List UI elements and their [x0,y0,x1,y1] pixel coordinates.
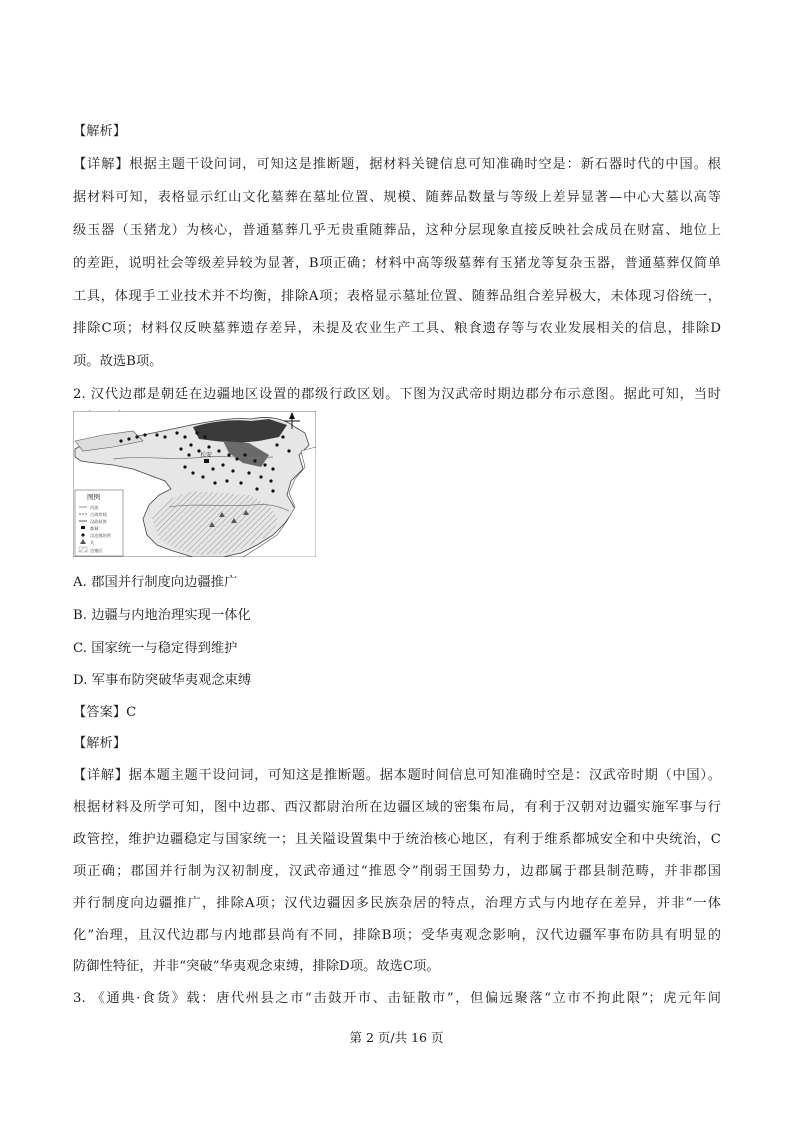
detail-line: 【详解】根据主题干设问词，可知这是推断题，据材料关键信息可知准确时空是：新石器时代的中国。根 [73,157,721,172]
capital-label: 长安 [200,452,213,459]
capital-marker [204,459,209,463]
legend-item: 汉政权界 [90,519,107,524]
detail-line: 政管控，维护边疆稳定与国家统一；且关隘设置集中于统治核心地区，有利于维系都城安全和中央统治，C [73,832,721,847]
detail-line: 项。故选B项。 [73,354,163,369]
detail-line: 排除C项；材料仅反映墓葬遗存差异，未提及农业生产工具、粮食遗存等与农业发展相关的信息，排除D [73,321,721,336]
detail-line: 【详解】据本题主题干设问词，可知这是推断题。据本题时间信息可知准确时空是：汉武帝时期（中国）。 [73,768,721,783]
detail-line: 项正确；郡国并行制为汉初制度，汉武帝通过“推恩令”削弱王国势力，边郡属于郡县制范畴，并非郡国 [73,864,721,879]
answer-value: C [126,705,137,720]
legend-item: 汉边郡治所 [90,533,111,538]
detail-line: 据材料可知，表格显示红山文化墓葬在墓址位置、规模、随葬品数量与等级上差异显著—中心大墓以高等 [73,190,721,205]
detail-line: 级玉器（玉猪龙）为核心，普通墓葬几乎无贵重随葬品，这种分层现象直接反映社会成员在财富、地位上 [73,223,721,238]
option-c: C. 国家统一与稳定得到维护 [73,641,238,656]
legend-item: 都城 [90,526,99,531]
legend-title: 图例 [87,493,100,501]
detail-line: 防御性特征，并非“突破”华夷观念束缚，排除D项。故选C项。 [73,959,440,974]
option-d: D. 军事布防突破华夷观念束缚 [73,673,252,688]
map-svg [73,411,316,557]
answer-tag: 【答案】 [73,705,127,720]
detail-line: 的差距，说明社会等级差异较为显著，B项正确；材料中高等级墓葬有玉猪龙等复杂玉器，普通墓葬仅简单 [73,256,721,271]
page-number: 第 2 页/共 16 页 [349,1030,444,1045]
answer-line [73,703,721,723]
map-legend [75,490,123,556]
detail-line: 化”治理，且汉代边郡与内地郡县尚有不同，排除B项；受华夷观念影响，汉代边疆军事布防具有明显的 [73,928,721,943]
question-stem: 3. 《通典·食货》载：唐代州县之市“击鼓开市、击钲散市”，但偏远聚落“立市不拘此限”；虎元年间 [73,991,721,1006]
legend-item: 关 [90,540,95,545]
legend-item: 河流 [90,505,99,510]
option-b: B. 边疆与内地治理实现一体化 [73,608,251,623]
detail-line: 并行制度向边疆推广，排除A项；汉代边疆因多民族杂居的特点，治理方式与内地存在差异，并非“一体 [73,896,721,911]
detail-line: 工具，体现手工业技术并不均衡，排除A项；表格显示墓址位置、随葬品组合差异极大，未体现习俗统一， [73,289,721,304]
legend-item: 边塞区 [90,548,103,553]
question-stem: 2. 汉代边郡是朝廷在边疆地区设置的郡级行政区划。下图为汉武帝时期边郡分布示意图。据此可知，当时 [73,387,721,402]
option-a: A. 郡国并行制度向边疆推广 [73,575,238,590]
legend-item: 古海岸线 [90,512,107,517]
analysis-tag: 【解析】 [73,736,127,751]
analysis-tag: 【解析】 [73,124,127,139]
detail-line: 根据材料及所学可知，图中边郡、西汉都尉治所在边疆区域的密集布局，有利于汉朝对边疆实施军事与行 [73,800,721,815]
han-border-commandery-map [73,411,316,557]
